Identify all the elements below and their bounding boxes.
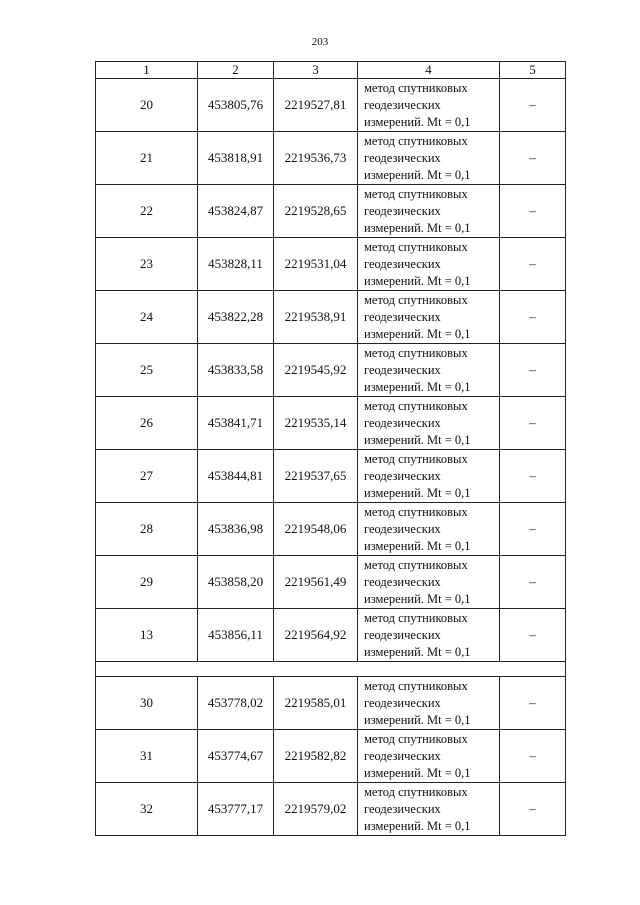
- method-cell: [358, 450, 500, 503]
- point-number-cell: 29: [96, 556, 198, 609]
- note-cell: –: [500, 503, 566, 556]
- note-cell: –: [500, 397, 566, 450]
- method-cell: [358, 503, 500, 556]
- y-coordinate-cell: 2219527,81: [274, 79, 358, 132]
- method-line: метод спутниковых: [364, 557, 468, 572]
- method-line: геодезических: [364, 97, 441, 112]
- method-line: геодезических: [364, 801, 441, 816]
- table-row: [96, 238, 566, 291]
- y-coordinate-cell: 2219582,82: [274, 730, 358, 783]
- method-cell: [358, 132, 500, 185]
- table-row: [96, 609, 566, 662]
- y-coordinate-cell: 2219531,04: [274, 238, 358, 291]
- table-row: [96, 450, 566, 503]
- method-line: геодезических: [364, 362, 441, 377]
- page-number: 203: [311, 36, 329, 48]
- table-row: [96, 730, 566, 783]
- note-cell: –: [500, 132, 566, 185]
- point-number-cell: 22: [96, 185, 198, 238]
- x-coordinate-cell: 453833,58: [198, 344, 274, 397]
- method-line: геодезических: [364, 309, 441, 324]
- point-number-cell: 26: [96, 397, 198, 450]
- x-coordinate-cell: 453778,02: [198, 677, 274, 730]
- method-cell: [358, 397, 500, 450]
- x-coordinate-cell: 453822,28: [198, 291, 274, 344]
- method-line: метод спутниковых: [364, 610, 468, 625]
- y-coordinate-cell: 2219561,49: [274, 556, 358, 609]
- table-row: [96, 291, 566, 344]
- header-col-5: 5: [500, 62, 566, 79]
- table-row: [96, 397, 566, 450]
- y-coordinate-cell: 2219535,14: [274, 397, 358, 450]
- method-cell: [358, 79, 500, 132]
- method-line: геодезических: [364, 203, 441, 218]
- table-row: [96, 344, 566, 397]
- note-cell: –: [500, 238, 566, 291]
- y-coordinate-cell: 2219585,01: [274, 677, 358, 730]
- y-coordinate-cell: 2219537,65: [274, 450, 358, 503]
- table-body: [96, 79, 566, 836]
- x-coordinate-cell: 453828,11: [198, 238, 274, 291]
- method-line: метод спутниковых: [364, 292, 468, 307]
- method-line: метод спутниковых: [364, 80, 468, 95]
- x-coordinate-cell: 453774,67: [198, 730, 274, 783]
- method-line: геодезических: [364, 521, 441, 536]
- table-row: [96, 132, 566, 185]
- note-cell: –: [500, 556, 566, 609]
- table-row: [96, 556, 566, 609]
- method-cell: [358, 609, 500, 662]
- method-cell: [358, 291, 500, 344]
- method-line: измерений. Mt = 0,1: [364, 644, 471, 659]
- method-line: геодезических: [364, 415, 441, 430]
- coordinates-table: [95, 61, 566, 836]
- method-line: измерений. Mt = 0,1: [364, 167, 471, 182]
- method-line: метод спутниковых: [364, 398, 468, 413]
- method-line: измерений. Mt = 0,1: [364, 485, 471, 500]
- method-line: метод спутниковых: [364, 731, 468, 746]
- method-line: метод спутниковых: [364, 345, 468, 360]
- method-line: метод спутниковых: [364, 678, 468, 693]
- point-number-cell: 30: [96, 677, 198, 730]
- method-line: измерений. Mt = 0,1: [364, 818, 471, 833]
- header-col-4: 4: [358, 62, 500, 79]
- point-number-cell: 27: [96, 450, 198, 503]
- point-number-cell: 28: [96, 503, 198, 556]
- note-cell: –: [500, 730, 566, 783]
- method-cell: [358, 556, 500, 609]
- point-number-cell: 21: [96, 132, 198, 185]
- method-cell: [358, 185, 500, 238]
- x-coordinate-cell: 453818,91: [198, 132, 274, 185]
- method-line: геодезических: [364, 468, 441, 483]
- method-line: измерений. Mt = 0,1: [364, 765, 471, 780]
- note-cell: –: [500, 609, 566, 662]
- method-line: измерений. Mt = 0,1: [364, 591, 471, 606]
- header-row: [96, 62, 566, 79]
- method-line: измерений. Mt = 0,1: [364, 326, 471, 341]
- section-separator-row: [96, 662, 566, 677]
- note-cell: –: [500, 79, 566, 132]
- method-line: геодезических: [364, 574, 441, 589]
- note-cell: –: [500, 344, 566, 397]
- x-coordinate-cell: 453841,71: [198, 397, 274, 450]
- note-cell: –: [500, 185, 566, 238]
- method-line: метод спутниковых: [364, 784, 468, 799]
- method-line: измерений. Mt = 0,1: [364, 273, 471, 288]
- header-col-1: 1: [96, 62, 198, 79]
- point-number-cell: 20: [96, 79, 198, 132]
- x-coordinate-cell: 453856,11: [198, 609, 274, 662]
- table-row: [96, 79, 566, 132]
- y-coordinate-cell: 2219536,73: [274, 132, 358, 185]
- x-coordinate-cell: 453805,76: [198, 79, 274, 132]
- header-col-2: 2: [198, 62, 274, 79]
- method-line: геодезических: [364, 748, 441, 763]
- method-cell: [358, 783, 500, 836]
- method-line: измерений. Mt = 0,1: [364, 432, 471, 447]
- point-number-cell: 32: [96, 783, 198, 836]
- method-cell: [358, 730, 500, 783]
- method-line: измерений. Mt = 0,1: [364, 712, 471, 727]
- y-coordinate-cell: 2219528,65: [274, 185, 358, 238]
- note-cell: –: [500, 783, 566, 836]
- table-row: [96, 677, 566, 730]
- note-cell: –: [500, 450, 566, 503]
- y-coordinate-cell: 2219538,91: [274, 291, 358, 344]
- method-line: метод спутниковых: [364, 239, 468, 254]
- method-line: метод спутниковых: [364, 451, 468, 466]
- method-line: геодезических: [364, 150, 441, 165]
- y-coordinate-cell: 2219564,92: [274, 609, 358, 662]
- x-coordinate-cell: 453836,98: [198, 503, 274, 556]
- x-coordinate-cell: 453824,87: [198, 185, 274, 238]
- method-line: геодезических: [364, 695, 441, 710]
- point-number-cell: 13: [96, 609, 198, 662]
- x-coordinate-cell: 453777,17: [198, 783, 274, 836]
- separator-cell: [96, 662, 566, 677]
- point-number-cell: 31: [96, 730, 198, 783]
- y-coordinate-cell: 2219548,06: [274, 503, 358, 556]
- header-col-3: 3: [274, 62, 358, 79]
- method-cell: [358, 238, 500, 291]
- method-line: измерений. Mt = 0,1: [364, 538, 471, 553]
- table-row: [96, 185, 566, 238]
- method-line: измерений. Mt = 0,1: [364, 379, 471, 394]
- method-line: геодезических: [364, 256, 441, 271]
- method-line: измерений. Mt = 0,1: [364, 220, 471, 235]
- method-line: метод спутниковых: [364, 133, 468, 148]
- y-coordinate-cell: 2219579,02: [274, 783, 358, 836]
- point-number-cell: 25: [96, 344, 198, 397]
- table-row: [96, 503, 566, 556]
- method-line: метод спутниковых: [364, 186, 468, 201]
- x-coordinate-cell: 453858,20: [198, 556, 274, 609]
- method-cell: [358, 344, 500, 397]
- note-cell: –: [500, 677, 566, 730]
- method-line: геодезических: [364, 627, 441, 642]
- x-coordinate-cell: 453844,81: [198, 450, 274, 503]
- point-number-cell: 24: [96, 291, 198, 344]
- y-coordinate-cell: 2219545,92: [274, 344, 358, 397]
- point-number-cell: 23: [96, 238, 198, 291]
- table-row: [96, 783, 566, 836]
- note-cell: –: [500, 291, 566, 344]
- method-cell: [358, 677, 500, 730]
- method-line: измерений. Mt = 0,1: [364, 114, 471, 129]
- method-line: метод спутниковых: [364, 504, 468, 519]
